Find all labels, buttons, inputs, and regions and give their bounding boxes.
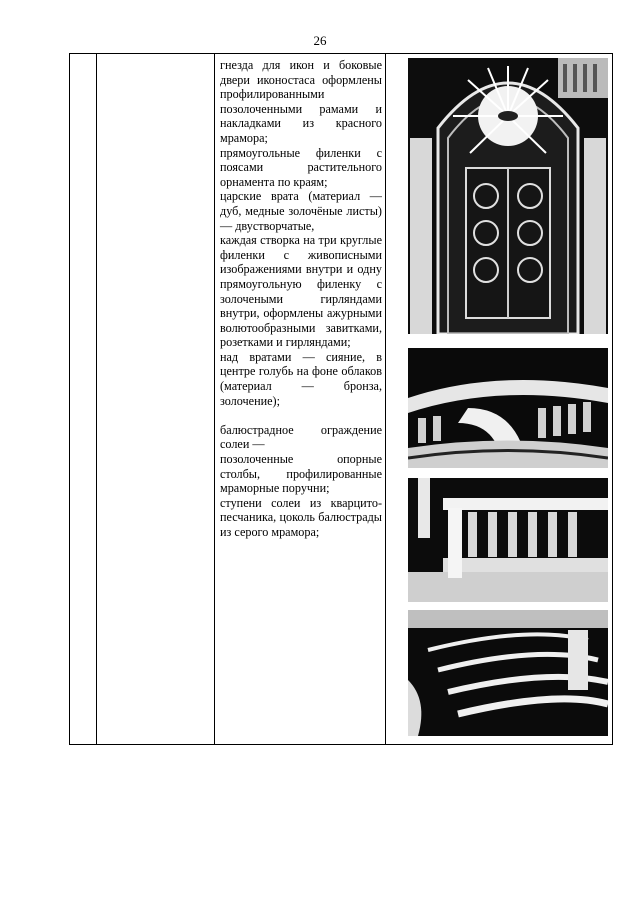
description-table — [69, 53, 613, 745]
column-divider — [96, 54, 97, 744]
description-paragraph: позолоченные опорные столбы, профилированные мраморные поручни; — [220, 452, 382, 496]
description-column — [220, 58, 382, 540]
paragraph-gap — [220, 408, 382, 423]
iconostasis-royal-doors-photo — [408, 58, 608, 334]
description-paragraph: балюстрадное ограждение солеи — — [220, 422, 382, 452]
column-divider — [214, 54, 215, 744]
description-paragraph: царские врата (материал — дуб, медные золочёные листы) — двустворчатые, — [220, 189, 382, 233]
column-divider — [385, 54, 386, 744]
description-paragraph: над вратами — сияние, в центре голубь на фоне облаков (материал — бронза, золочение); — [220, 349, 382, 408]
solea-balustrade-photo — [408, 348, 608, 468]
description-paragraph: гнезда для икон и боковые двери иконостаса оформлены профилированными — [220, 58, 382, 102]
description-paragraph: позолоченными рамами и накладками из красного мрамора; — [220, 101, 382, 145]
balustrade-columns-photo — [408, 478, 608, 602]
page-number: 26 — [313, 33, 327, 48]
description-paragraph: каждая створка на три круглые филенки с живописными изображениями внутри и одну прямоугольную филенку с золочеными гирляндами внутри, оформлены ажурными волютообразными завитками, розетками и гирляндами; — [220, 233, 382, 350]
solea-steps-photo — [408, 610, 608, 736]
description-paragraph: прямоугольные филенки с поясами растительного орнамента по краям; — [220, 145, 382, 189]
description-paragraph: ступени солеи из кварцито-песчаника, цоколь балюстрады из серого мрамора; — [220, 495, 382, 539]
